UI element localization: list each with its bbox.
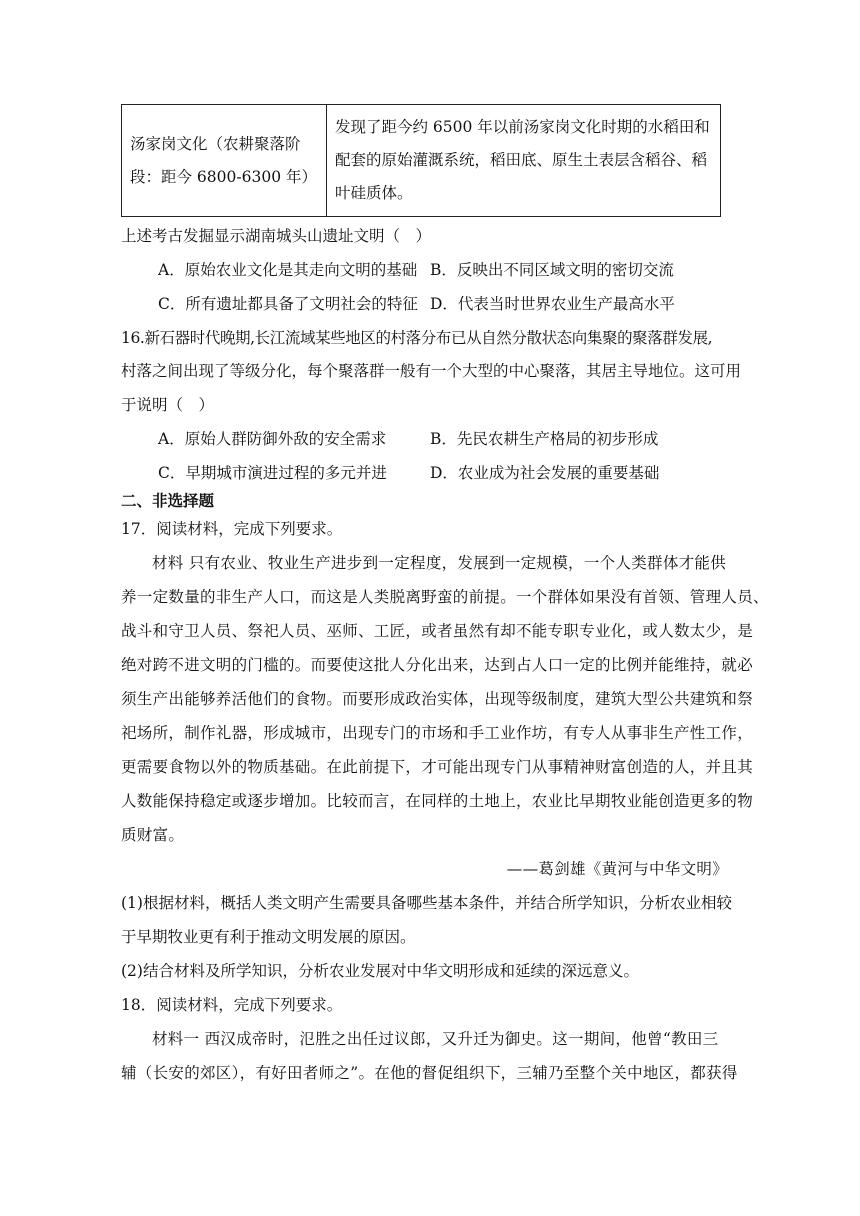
q17-sub1-line1: (1)根据材料，概括人类文明产生需要具备哪些基本条件，并结合所学知识，分析农业相较 (121, 894, 732, 912)
q18-material-line: 材料一 西汉成帝时，氾胜之出任过议郎，又升迁为御史。这一期间，他曾“教田三 (152, 1030, 719, 1048)
q15-option-d: D．代表当时世界农业生产最高水平 (430, 295, 675, 313)
q15-stem: 上述考古发掘显示湖南城头山遗址文明（ ） (121, 227, 432, 245)
q17-sub1-line2: 于早期牧业更有利于推动文明发展的原因。 (121, 928, 416, 946)
q16-stem-line2: 村落之间出现了等级分化，每个聚落群一般有一个大型的中心聚落，其居主导地位。这可用 (121, 362, 742, 380)
q17-material-line: 绝对跨不进文明的门槛的。而要使这批人分化出来，达到占人口一定的比例并能维持，就必 (121, 656, 754, 674)
q15-option-c: C．所有遗址都具备了文明社会的特征 (158, 295, 418, 313)
table-cell-finding: 发现了距今约 6500 年以前汤家岗文化时期的水稻田和配套的原始灌溉系统，稻田底、原生土表层含稻谷、稻叶硅质体。 (327, 105, 721, 217)
q18-stem: 18．阅读材料，完成下列要求。 (121, 996, 343, 1014)
q17-material-line: 须生产出能够养活他们的食物。而要形成政治实体，出现等级制度，建筑大型公共建筑和祭 (121, 690, 754, 708)
q17-material-line: 人数能保持稳定或逐步增加。比较而言，在同样的土地上，农业比早期牧业能创造更多的物 (121, 792, 754, 810)
q16-stem-line1: 16.新石器时代晚期,长江流域某些地区的村落分布已从自然分散状态向集聚的聚落群发展, (121, 329, 713, 347)
table-row (122, 105, 721, 217)
q18-material-line: 辅（长安的郊区），有好田者师之”。在他的督促组织下，三辅乃至整个关中地区，都获得 (121, 1064, 738, 1082)
q17-source: ——葛剑雄《黄河与中华文明》 (506, 860, 728, 878)
q15-option-a: A．原始农业文化是其走向文明的基础 (158, 261, 418, 279)
q17-material-line: 养一定数量的非生产人口，而这是人类脱离野蛮的前提。一个群体如果没有首领、管理人员、 (121, 588, 769, 606)
q17-material-line: 更需要食物以外的物质基础。在此前提下，才可能出现专门从事精神财富创造的人，并且其 (121, 758, 754, 776)
q17-sub2: (2)结合材料及所学知识，分析农业发展对中华文明形成和延续的深远意义。 (121, 962, 639, 980)
q16-option-c: C．早期城市演进过程的多元并进 (158, 464, 387, 482)
q15-option-b: B．反映出不同区域文明的密切交流 (430, 261, 674, 279)
q16-stem-line3: 于说明（ ） (121, 396, 215, 414)
q16-option-d: D．农业成为社会发展的重要基础 (430, 464, 660, 482)
archaeology-table (121, 104, 721, 217)
q17-material-line: 材料 只有农业、牧业生产进步到一定程度，发展到一定规模，一个人类群体才能供 (152, 554, 727, 572)
table-cell-culture: 汤家岗文化（农耕聚落阶段：距今 6800-6300 年） (122, 105, 327, 217)
q17-material-line: 战斗和守卫人员、祭祀人员、巫师、工匠，或者虽然有却不能专职专业化，或人数太少，是 (121, 622, 754, 640)
q17-stem: 17．阅读材料，完成下列要求。 (121, 520, 343, 538)
section-heading: 二、非选择题 (121, 491, 215, 510)
q16-option-b: B．先民农耕生产格局的初步形成 (430, 430, 659, 448)
q17-material-line: 祀场所，制作礼器，形成城市，出现专门的市场和手工业作坊，有专人从事非生产性工作， (121, 724, 754, 742)
q16-option-a: A．原始人群防御外敌的安全需求 (158, 430, 387, 448)
q17-material-line: 质财富。 (121, 826, 185, 844)
